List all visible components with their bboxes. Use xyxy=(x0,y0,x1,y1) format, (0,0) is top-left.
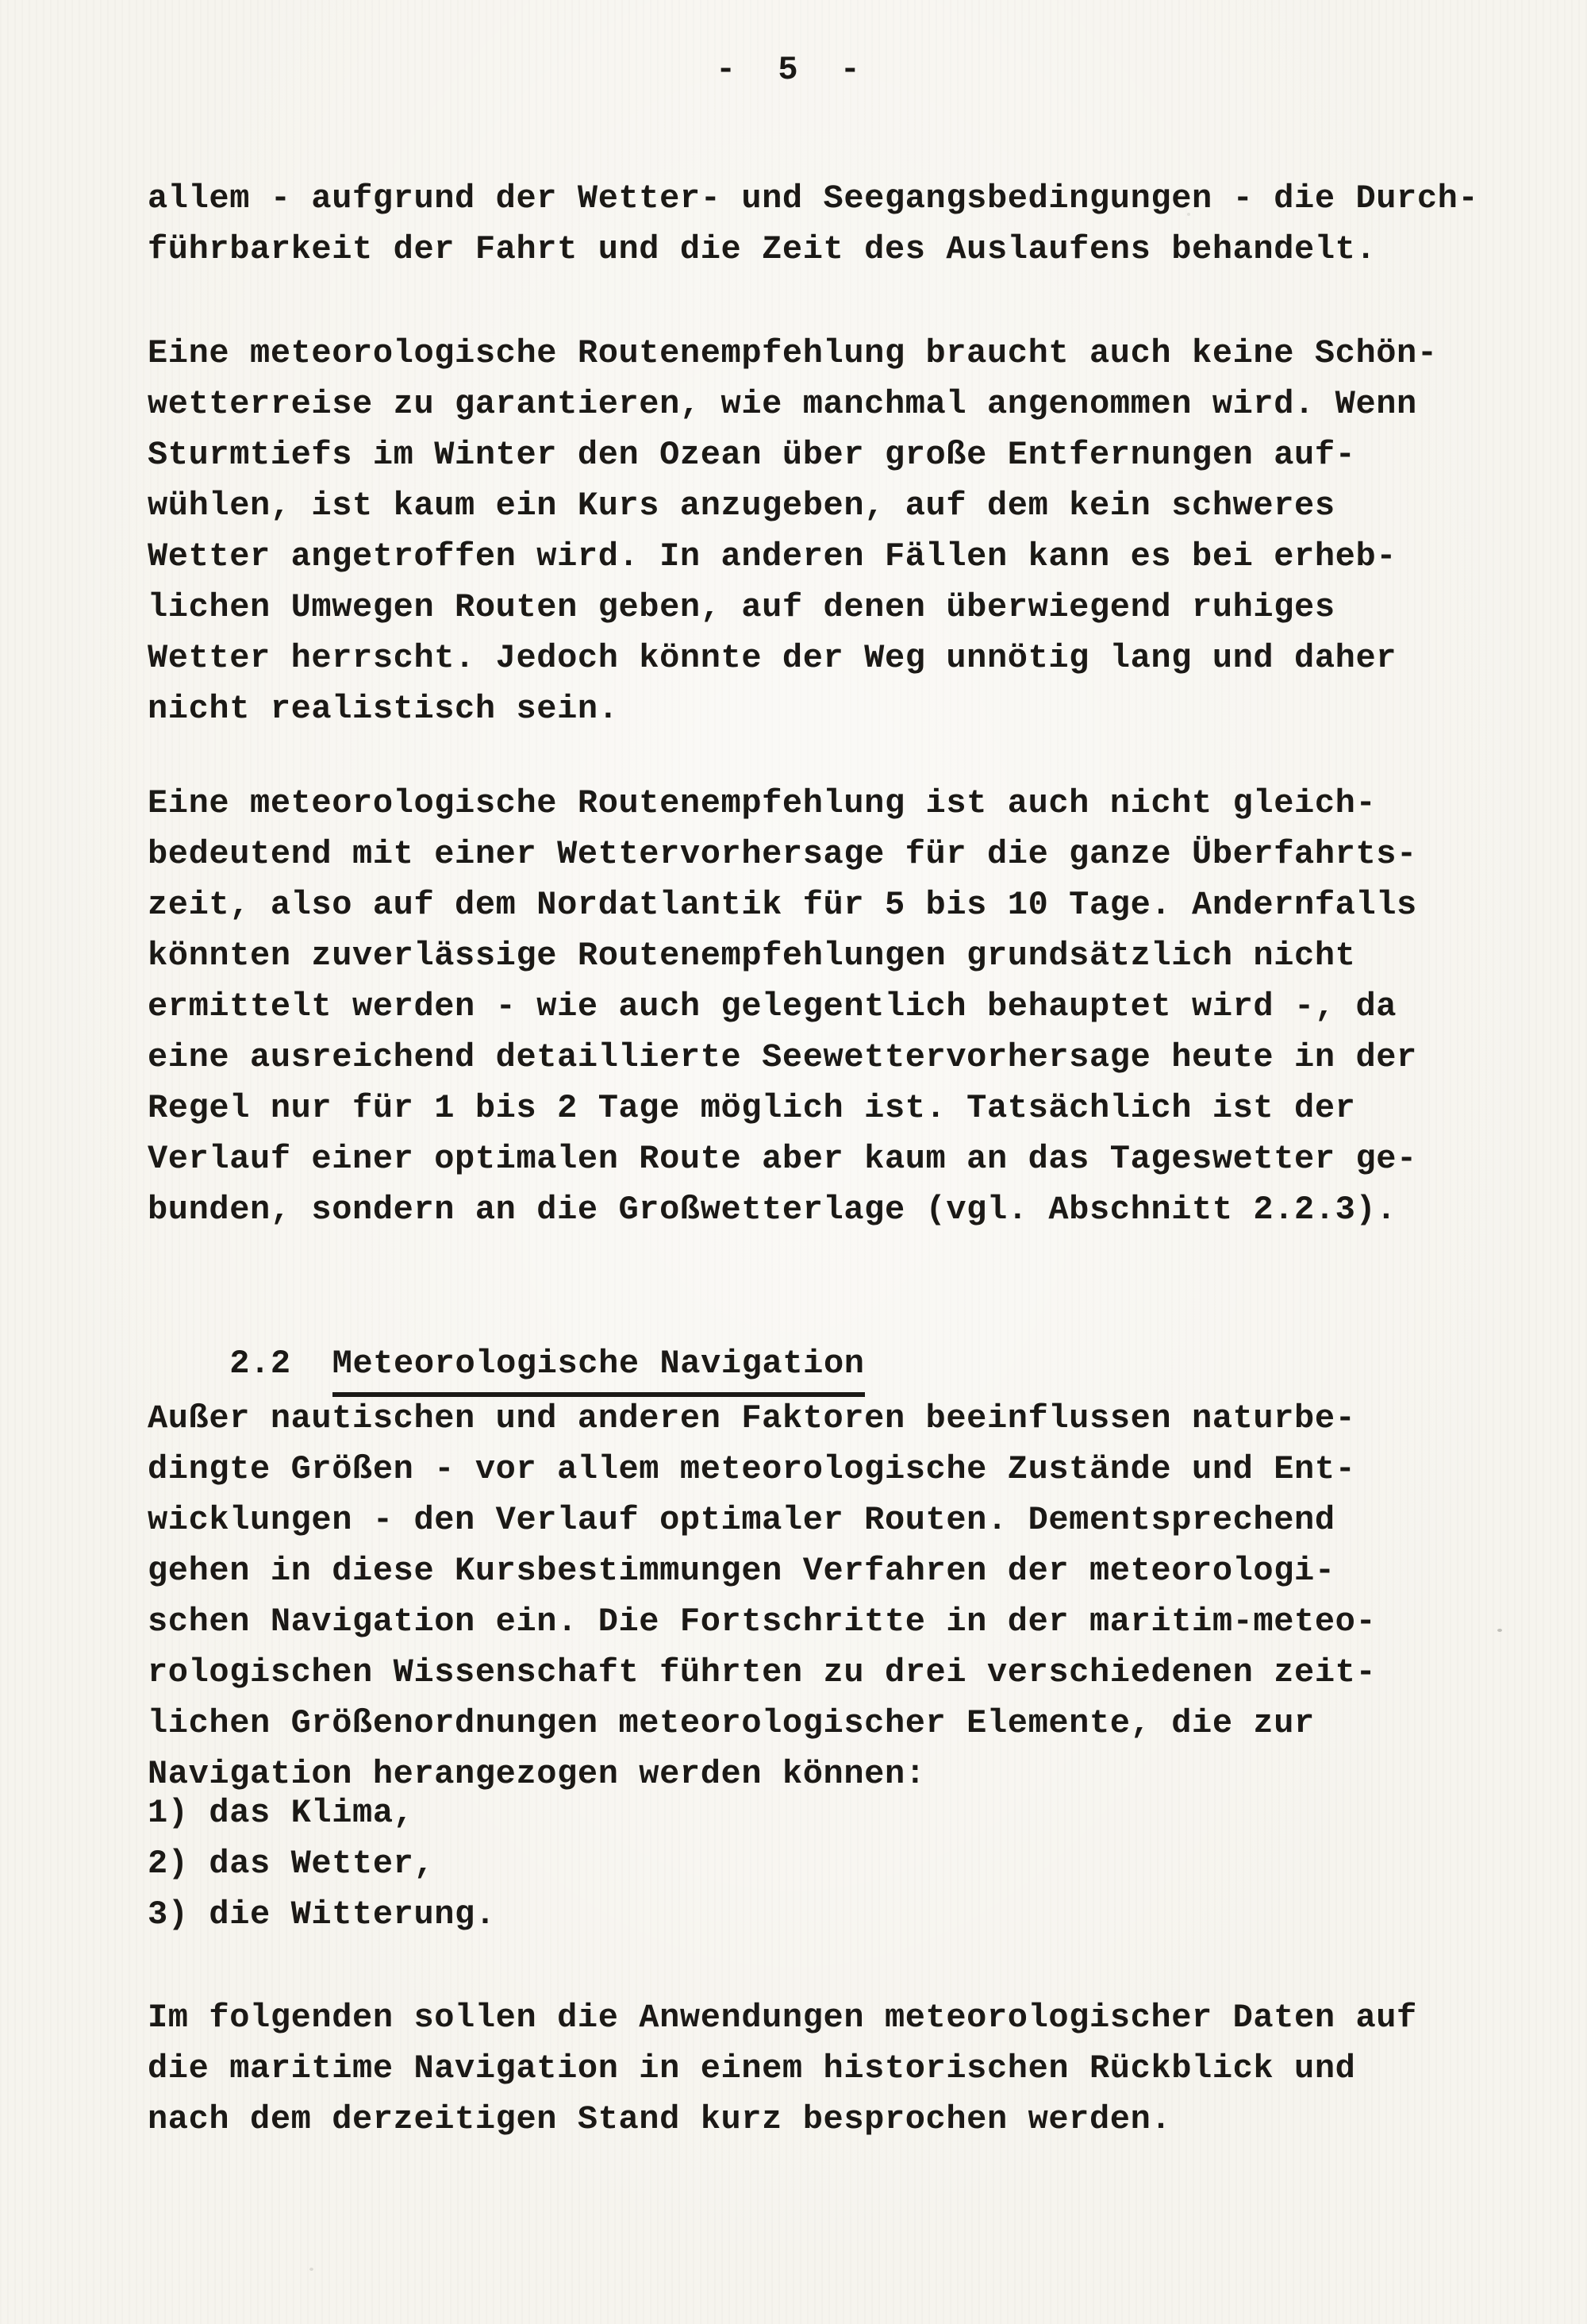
text-line: ermittelt werden - wie auch gelegentlich behauptet wird -, da xyxy=(148,987,1397,1025)
list-item: 2) das Wetter, xyxy=(148,1845,435,1883)
text-line: bedeutend mit einer Wettervorhersage für die ganze Überfahrts- xyxy=(148,835,1417,873)
text-line: lichen Größenordnungen meteorologischer Elemente, die zur xyxy=(148,1704,1315,1742)
scan-speckle xyxy=(1497,1629,1502,1632)
paragraph-intro xyxy=(148,173,1489,275)
text-line: nach dem derzeitigen Stand kurz besprochen werden. xyxy=(148,2100,1172,2138)
text-line: die maritime Navigation in einem historischen Rückblick und xyxy=(148,2049,1356,2087)
section-title: Meteorologische Navigation xyxy=(332,1338,865,1397)
text-line: Regel nur für 1 bis 2 Tage möglich ist. Tatsächlich ist der xyxy=(148,1089,1356,1127)
paragraph-wettervorhersage xyxy=(148,778,1489,1235)
text-line: schen Navigation ein. Die Fortschritte in der maritim-meteo- xyxy=(148,1603,1377,1641)
text-line: rologischen Wissenschaft führten zu drei verschiedenen zeit- xyxy=(148,1653,1377,1691)
text-line: bunden, sondern an die Großwetterlage (vgl. Abschnitt 2.2.3). xyxy=(148,1191,1397,1229)
text-line: nicht realistisch sein. xyxy=(148,690,619,728)
text-line: Im folgenden sollen die Anwendungen meteorologischer Daten auf xyxy=(148,1999,1417,2037)
scan-speckle xyxy=(309,2268,313,2271)
page-number: - 5 - xyxy=(715,51,872,89)
text-line: lichen Umwegen Routen geben, auf denen überwiegend ruhiges xyxy=(148,588,1335,626)
list-item: 1) das Klima, xyxy=(148,1794,414,1832)
text-line: könnten zuverlässige Routenempfehlungen grundsätzlich nicht xyxy=(148,937,1356,975)
text-line: zeit, also auf dem Nordatlantik für 5 bis 10 Tage. Andernfalls xyxy=(148,886,1417,924)
text-line: wühlen, ist kaum ein Kurs anzugeben, auf dem kein schweres xyxy=(148,487,1335,525)
text-line: Sturmtiefs im Winter den Ozean über große Entfernungen auf- xyxy=(148,436,1356,474)
text-line: eine ausreichend detaillierte Seewettervorhersage heute in der xyxy=(148,1038,1417,1076)
paragraph-schoenwetter xyxy=(148,328,1489,734)
text-line: Navigation herangezogen werden können: xyxy=(148,1755,926,1793)
text-line: Wetter herrscht. Jedoch könnte der Weg unnötig lang und daher xyxy=(148,639,1397,677)
numbered-list xyxy=(148,1787,1489,1940)
text-line: gehen in diese Kursbestimmungen Verfahren der meteorologi- xyxy=(148,1552,1335,1590)
text-line: wicklungen - den Verlauf optimaler Routen. Dementsprechend xyxy=(148,1501,1335,1539)
text-line: Verlauf einer optimalen Route aber kaum an das Tageswetter ge- xyxy=(148,1140,1417,1178)
section-number: 2.2 xyxy=(229,1345,291,1383)
text-line: dingte Größen - vor allem meteorologische Zustände und Ent- xyxy=(148,1450,1356,1488)
paragraph-ausblick xyxy=(148,1992,1489,2145)
text-line: führbarkeit der Fahrt und die Zeit des Auslaufens behandelt. xyxy=(148,230,1377,268)
text-line: wetterreise zu garantieren, wie manchmal angenommen wird. Wenn xyxy=(148,385,1417,423)
text-line: allem - aufgrund der Wetter- und Seegangsbedingungen - die Durch- xyxy=(148,179,1479,217)
text-line: Wetter angetroffen wird. In anderen Fällen kann es bei erheb- xyxy=(148,537,1397,575)
scan-speckle xyxy=(1187,213,1190,216)
text-line: Außer nautischen und anderen Faktoren beeinflussen naturbe- xyxy=(148,1399,1356,1437)
paragraph-navigation xyxy=(148,1393,1489,1799)
list-item: 3) die Witterung. xyxy=(148,1895,496,1933)
text-line: Eine meteorologische Routenempfehlung braucht auch keine Schön- xyxy=(148,334,1438,372)
text-line: Eine meteorologische Routenempfehlung ist auch nicht gleich- xyxy=(148,784,1377,822)
